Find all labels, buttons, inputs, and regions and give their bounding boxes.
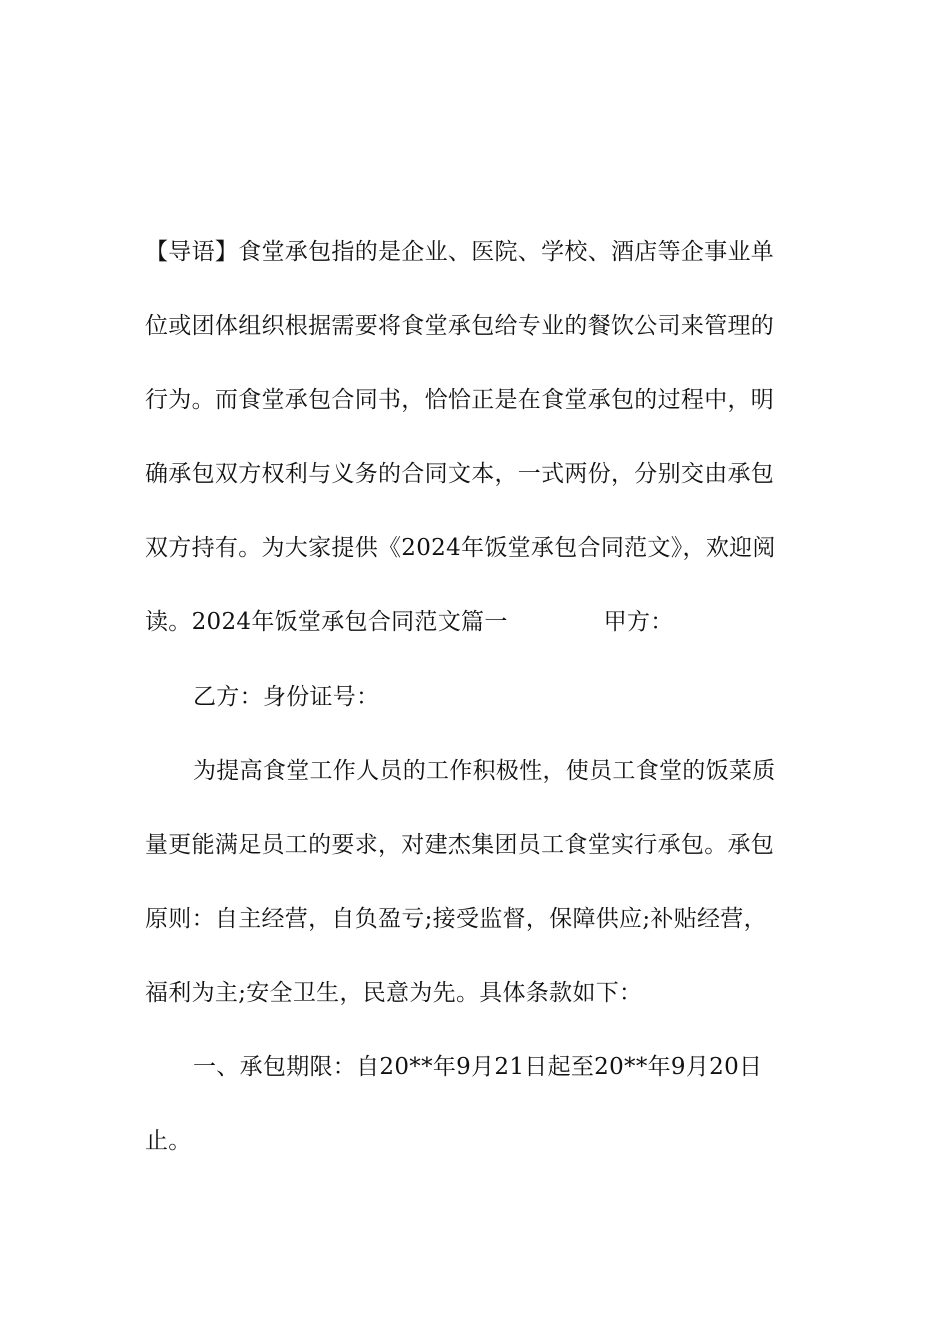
purpose-line-1: 为提高食堂工作人员的工作积极性，使员工食堂的饭菜质 (193, 758, 776, 784)
intro-line-3: 行为。而食堂承包合同书，恰恰正是在食堂承包的过程中，明 (145, 387, 775, 413)
title-line (145, 607, 810, 637)
section-title: 读。2024年饭堂承包合同范文篇一 (145, 609, 508, 635)
purpose-line-2: 量更能满足员工的要求，对建杰集团员工食堂实行承包。承包 (145, 832, 775, 858)
purpose-line-3: 原则：自主经营，自负盈亏;接受监督，保障供应;补贴经营， (145, 906, 767, 932)
intro-line-4: 确承包双方权利与义务的合同文本，一式两份，分别交由承包 (145, 461, 775, 487)
intro-line-2: 位或团体组织根据需要将食堂承包给专业的餐饮公司来管理的 (145, 313, 775, 339)
intro-line-1: 【导语】食堂承包指的是企业、医院、学校、酒店等企事业单 (145, 239, 775, 265)
party-a-label: 甲方： (603, 609, 674, 635)
term-line-2: 止。 (145, 1128, 192, 1154)
intro-line-5: 双方持有。为大家提供《2024年饭堂承包合同范文》，欢迎阅 (145, 535, 776, 561)
term-line-1: 一、承包期限：自20**年9月21日起至20**年9月20日 (193, 1054, 763, 1080)
purpose-line-4: 福利为主;安全卫生，民意为先。具体条款如下： (145, 980, 643, 1006)
party-b-line: 乙方：身份证号： (193, 684, 380, 710)
